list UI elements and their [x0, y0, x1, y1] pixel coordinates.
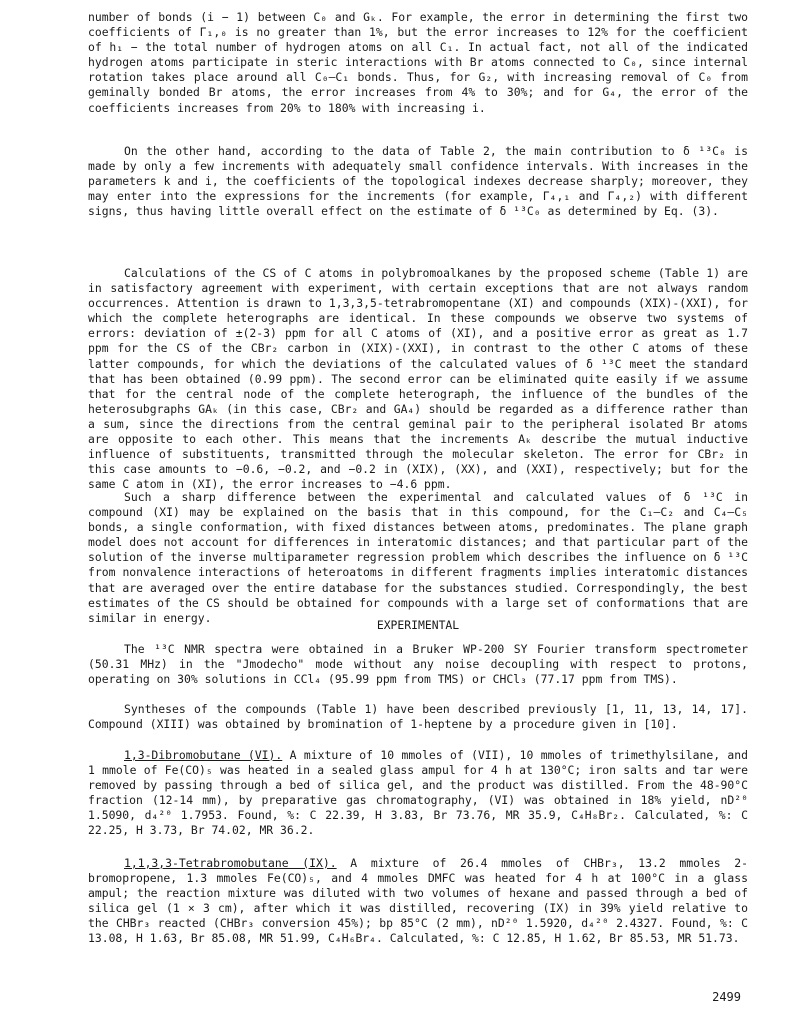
- paragraph-calculations: Calculations of the CS of C atoms in polybromoalkanes by the proposed scheme (Table 1) are in satisfactory agreement with experiment, with certain exceptions that are not always random occurrences. Attention is drawn to 1,3,3,5-tetrabromopentane (XI) and compounds (XIX)-(XXI), for which the complete heterographs are identical. In these compounds we observe two systems of errors: deviation of ±(2-3) ppm for all C atoms of (XI), and a positive error as great as 1.7 ppm for the CS of the CBr₂ carbon in (XIX)-(XXI), in contrast to the other C atoms of these latter compounds, for which the deviations of the calculated values of δ ¹³C meet the standard that has been obtained (0.99 ppm). The second error can be eliminated quite easily if we assume that for the central node of the complete heterograph, the influence of the bundles of the heterosubgraphs GAₖ (in this case, CBr₂ and GA₄) should be regarded as a difference rather than a sum, since the directions from the central geminal pair to the peripheral isolated Br atoms are opposite to each other. This means that the increments Aₖ describe the mutual inductive influence of substituents, transmitted through the molecular skeleton. The error for CBr₂ in this case amounts to −0.6, −0.2, and −0.2 in (XIX), (XX), and (XXI), respectively; but for the same C atom in (XI), the error increases to −4.6 ppm.: [88, 266, 748, 492]
- paragraph-dibromobutane: [88, 748, 748, 839]
- section-heading-experimental: EXPERIMENTAL: [376, 618, 460, 632]
- paragraph-sharp-difference: Such a sharp difference between the experimental and calculated values of δ ¹³C in compound (XI) may be explained on the basis that in this compound, for the C₁–C₂ and C₄–C₅ bonds, a single conformation, with fixed distances between atoms, predominates. The plane graph model does not account for differences in interatomic distances; and that particular part of the solution of the inverse multiparameter regression problem which describes the influence on δ ¹³C from nonvalence interactions of heteroatoms in different fragments implies interatomic distances that are averaged over the entire database for the substances studied. Correspondingly, the best estimates of the CS should be obtained for compounds with a large set of conformations that are similar in energy.: [88, 490, 748, 625]
- page-number: 2499: [712, 990, 741, 1004]
- compound-title-dibromobutane: 1,3-Dibromobutane (VI).: [124, 748, 283, 762]
- paragraph-main-contribution: On the other hand, according to the data of Table 2, the main contribution to δ ¹³C₀ is made by only a few increments with adequately small confidence intervals. With increases in the parameters k and i, the coefficients of the topological indexes decrease sharply; moreover, they may enter into the expressions for the increments (for example, Γ₄,₁ and Γ₄,₂) with different signs, thus having little overall effect on the estimate of δ ¹³C₀ as determined by Eq. (3).: [88, 144, 748, 219]
- procedure-dibromobutane: A mixture of 10 mmoles of (VII), 10 mmoles of trimethylsilane, and 1 mmole of Fe(CO)₅ was heated in a sealed glass ampul for 4 h at 130°C; iron salts and tar were removed by passing through a bed of silica gel, and the product was distilled. From the 48-90°C fraction (12-14 mm), by preparative gas chromatography, (VI) was obtained in 18% yield, nD²⁰ 1.5090, d₄²⁰ 1.7953. Found, %: C 22.39, H 3.83, Br 73.76, MR 35.9, C₄H₈Br₂. Calculated, %: C 22.25, H 3.73, Br 74.02, MR 36.2.: [88, 748, 749, 838]
- paragraph-error-analysis: number of bonds (i − 1) between C₀ and Gₖ. For example, the error in determining the first two coefficients of Γ₁,₀ is no greater than 1%, but the error increases to 12% for the coefficient of h₁ − the total number of hydrogen atoms on all C₁. In actual fact, not all of the indicated hydrogen atoms participate in steric interactions with Br atoms connected to C₀, since internal rotation takes place around all C₀–C₁ bonds. Thus, for G₂, with increasing removal of C₀ from geminally bonded Br atoms, the error increases from 4% to 30%; and for G₄, the error of the coefficients increases from 20% to 180% with increasing i.: [88, 10, 748, 115]
- paragraph-tetrabromobutane: [88, 856, 748, 947]
- paragraph-nmr-spectra: The ¹³C NMR spectra were obtained in a Bruker WP-200 SY Fourier transform spectrometer (50.31 MHz) in the "Jmodecho" mode without any noise decoupling with respect to protons, operating on 30% solutions in CCl₄ (95.99 ppm from TMS) or CHCl₃ (77.17 ppm from TMS).: [88, 642, 748, 687]
- compound-title-tetrabromobutane: 1,1,3,3-Tetrabromobutane (IX).: [124, 856, 337, 870]
- paragraph-syntheses: Syntheses of the compounds (Table 1) have been described previously [1, 11, 13, 14, 17]. Compound (XIII) was obtained by bromination of 1-heptene by a procedure given in [10].: [88, 702, 748, 732]
- procedure-tetrabromobutane: A mixture of 26.4 mmoles of CHBr₃, 13.2 mmoles 2-bromopropene, 1.3 mmoles Fe(CO)₅, and 4 mmoles DMFC was heated for 4 h at 100°C in a glass ampul; the reaction mixture was diluted with two volumes of hexane and passed through a bed of silica gel (1 × 3 cm), after which it was distilled, recovering (IX) in 39% yield relative to the CHBr₃ reacted (CHBr₃ conversion 45%); bp 85°C (2 mm), nD²⁰ 1.5920, d₄²⁰ 2.4327. Found, %: C 13.08, H 1.63, Br 85.08, MR 51.99, C₄H₆Br₄. Calculated, %: C 12.85, H 1.62, Br 85.53, MR 51.73.: [88, 856, 749, 946]
